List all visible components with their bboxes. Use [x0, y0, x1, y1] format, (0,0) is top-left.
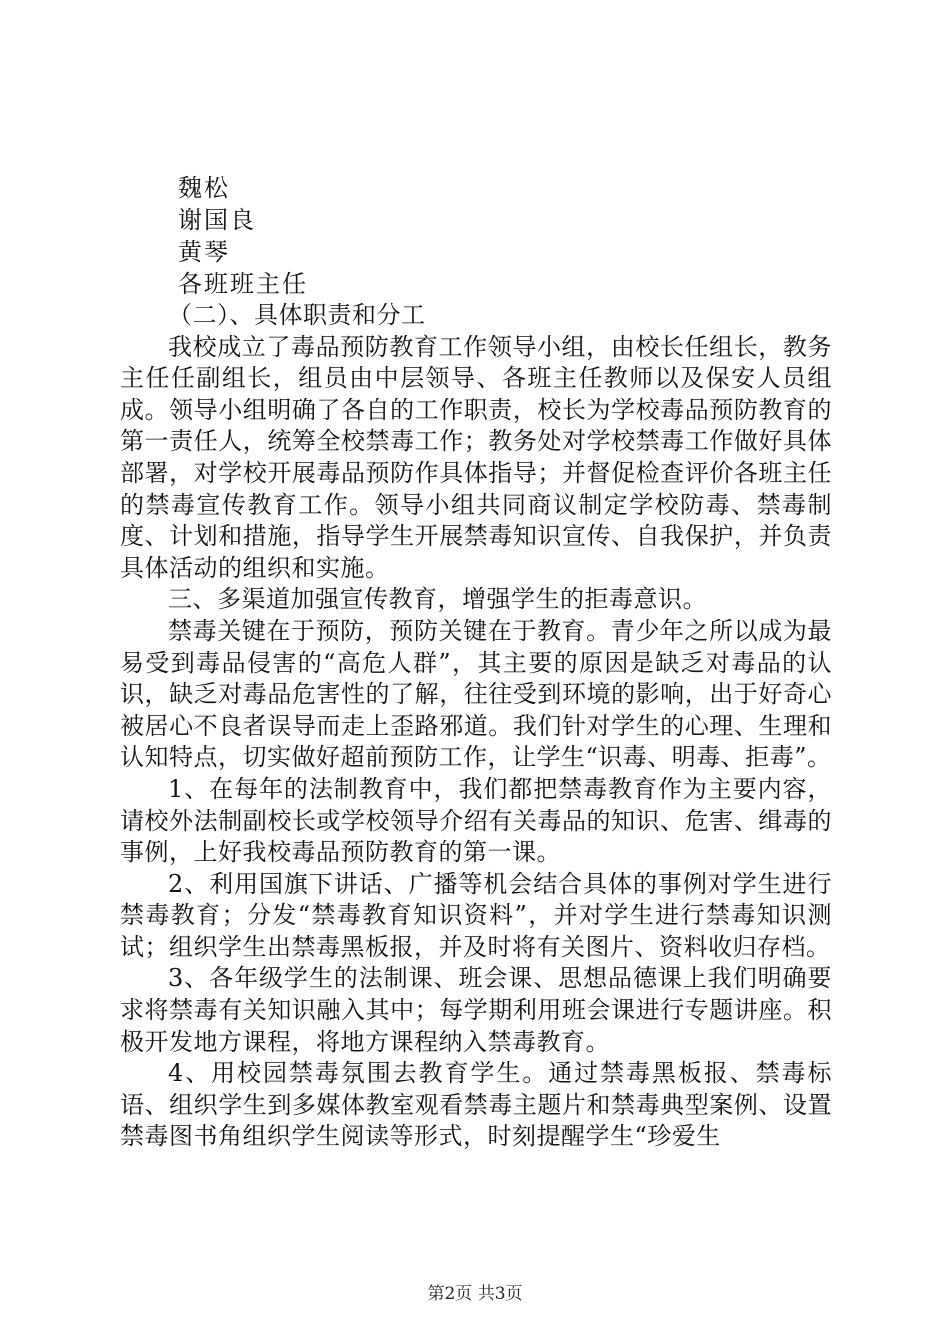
body-paragraph: 2、利用国旗下讲话、广播等机会结合具体的事例对学生进行禁毒教育；分发“禁毒教育知识资料”，并对学生进行禁毒知识测试；组织学生出禁毒黑板报，并及时将有关图片、资料收归存档。 — [120, 869, 832, 961]
body-paragraph: 禁毒关键在于预防，预防关键在于教育。青少年之所以成为最易受到毒品侵害的“高危人群”，其主要的原因是缺乏对毒品的认识，缺乏对毒品危害性的了解，往往受到环境的影响，出于好奇心被居心不良者误导而走上歪路邪道。我们针对学生的心理、生理和认知特点，切实做好超前预防工作，让学生“识毒、明毒、拒毒”。 — [120, 616, 832, 772]
member-name-list — [178, 172, 308, 300]
body-paragraph: 3、各年级学生的法制课、班会课、思想品德课上我们明确要求将禁毒有关知识融入其中；每学期利用班会课进行专题讲座。积极开发地方课程，将地方课程纳入禁毒教育。 — [120, 964, 832, 1056]
page-number-label: 第2页 共3页 — [427, 1284, 523, 1304]
body-paragraph: 1、在每年的法制教育中，我们都把禁毒教育作为主要内容，请校外法制副校长或学校领导介绍有关毒品的知识、危害、缉毒的事例，上好我校毒品预防教育的第一课。 — [120, 774, 832, 867]
body-paragraph: 4、用校园禁毒氛围去教育学生。通过禁毒黑板报、禁毒标语、组织学生到多媒体教室观看禁毒主题片和禁毒典型案例、设置禁毒图书角组织学生阅读等形式，时刻提醒学生“珍爱生 — [120, 1059, 832, 1151]
member-name: 魏松 — [178, 174, 230, 202]
member-name: 各班班主任 — [178, 270, 308, 298]
page-footer — [0, 1284, 950, 1304]
member-name: 谢国良 — [178, 206, 256, 234]
body-paragraph: 我校成立了毒品预防教育工作领导小组，由校长任组长，教务主任任副组长，组员由中层领导、各班主任教师以及保安人员组成。领导小组明确了各自的工作职责，校长为学校毒品预防教育的第一责任人，统筹全校禁毒工作；教务处对学校禁毒工作做好具体部署，对学校开展毒品预防作具体指导；并督促检查评价各班主任的禁毒宣传教育工作。领导小组共同商议制定学校防毒、禁毒制度、计划和措施，指导学生开展禁毒知识宣传、自我保护，并负责具体活动的组织和实施。 — [120, 332, 832, 582]
document-body — [120, 300, 832, 1153]
member-name: 黄琴 — [178, 238, 230, 266]
section-heading: 三、多渠道加强宣传教育，增强学生的拒毒意识。 — [168, 585, 707, 614]
section-heading: （二）、具体职责和分工 — [168, 301, 426, 329]
